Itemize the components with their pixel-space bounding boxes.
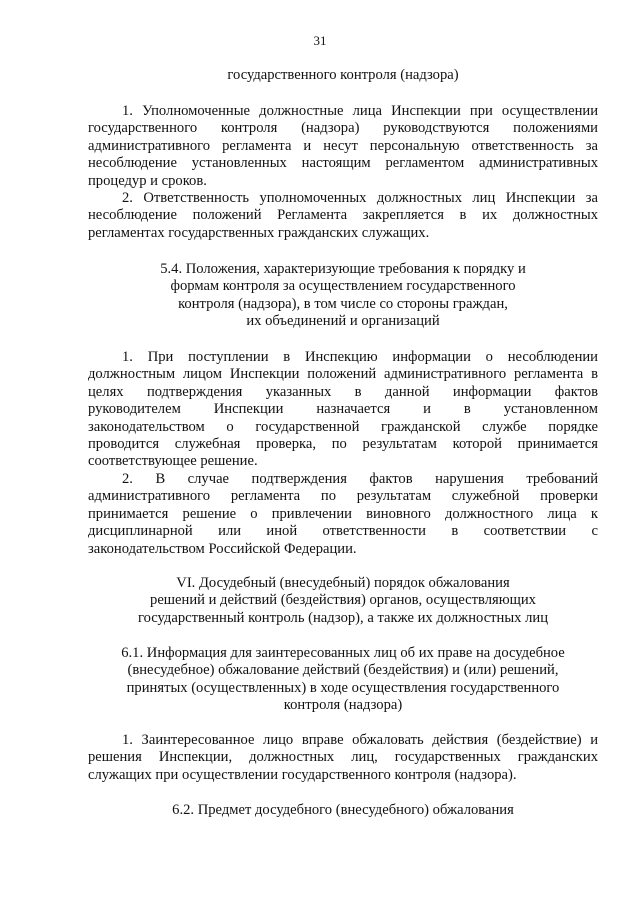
text-line: 1. При поступлении в Инспекцию информации о несоблюдении — [122, 349, 598, 365]
heading-5-4 — [88, 261, 598, 331]
page-number: 31 — [313, 33, 327, 48]
text-line: 2. В случае подтверждения фактов нарушения требований — [122, 471, 598, 487]
text-line: государственного контроля (надзора) руководствуются положениями — [88, 120, 598, 137]
text-line: административного регламента по результатам служебной проверки — [88, 488, 598, 505]
text-line: принимается решение о привлечении виновного должностного лица к — [88, 505, 598, 522]
text-line: целях подтверждения указанных в данной информации фактов — [88, 383, 598, 400]
text-line: административного регламента и несут персональную ответственность за — [88, 137, 598, 154]
text-line: соответствующее решение. — [88, 453, 258, 470]
paragraph-5-3-1 — [88, 103, 598, 190]
continuation-heading — [88, 67, 598, 84]
text-line: 1. Уполномоченные должностные лица Инспекции при осуществлении — [122, 103, 598, 119]
heading-line: 6.2. Предмет досудебного (внесудебного) обжалования — [172, 802, 514, 818]
heading-line: 5.4. Положения, характеризующие требования к порядку и — [160, 261, 526, 277]
heading-line: государственный контроль (надзор), а также их должностных лиц — [137, 609, 549, 626]
heading-line: принятых (осуществленных) в ходе осуществления государственного — [126, 679, 560, 696]
heading-line: контроля (надзора), в том числе со стороны граждан, — [178, 295, 508, 312]
text-line: 2. Ответственность уполномоченных должностных лиц Инспекции за — [122, 190, 598, 206]
heading-section-vi — [88, 575, 598, 627]
paragraph-5-3-2 — [88, 190, 598, 242]
text-line: служащих при осуществлении государственного контроля (надзора). — [88, 766, 517, 783]
text-line: несоблюдение установленных настоящим регламентом административных — [88, 155, 598, 172]
paragraph-5-4-1 — [88, 349, 598, 471]
heading-line: (внесудебное) обжалование действий (бездействия) и (или) решений, — [127, 662, 559, 679]
heading-line: контроля (надзора) — [283, 697, 403, 714]
text-line: дисциплинарной или иной ответственности в соответствии с — [88, 523, 598, 540]
text-line: 1. Заинтересованное лицо вправе обжаловать действия (бездействие) и — [122, 732, 598, 748]
heading-6-2 — [88, 802, 598, 819]
text-line: регламентах государственных гражданских служащих. — [88, 224, 430, 241]
text-line: руководителем Инспекции назначается и в установленном — [88, 401, 598, 418]
heading-line: решений и действий (бездействия) органов, осуществляющих — [150, 592, 536, 609]
paragraph-6-1-1 — [88, 732, 598, 784]
text-line: законодательством о государственной гражданской службе порядке — [88, 418, 598, 435]
heading-line: 6.1. Информация для заинтересованных лиц об их праве на досудебное — [121, 645, 565, 661]
heading-line: формам контроля за осуществлением государственного — [170, 278, 516, 295]
heading-line: государственного контроля (надзора) — [227, 67, 459, 83]
heading-line: их объединений и организаций — [246, 313, 440, 330]
text-line: проводится служебная проверка, по результатам которой принимается — [88, 436, 598, 453]
heading-6-1 — [88, 645, 598, 715]
text-line: несоблюдение положений Регламента закрепляется в их должностных — [88, 207, 598, 224]
paragraph-5-4-2 — [88, 471, 598, 558]
heading-line: VI. Досудебный (внесудебный) порядок обжалования — [176, 575, 510, 591]
text-line: решения Инспекции, должностных лиц, государственных гражданских — [88, 749, 598, 766]
text-line: законодательством Российской Федерации. — [88, 540, 357, 557]
text-line: должностным лицом Инспекции положений административного регламента в — [88, 366, 598, 383]
text-line: процедур и сроков. — [88, 172, 207, 189]
